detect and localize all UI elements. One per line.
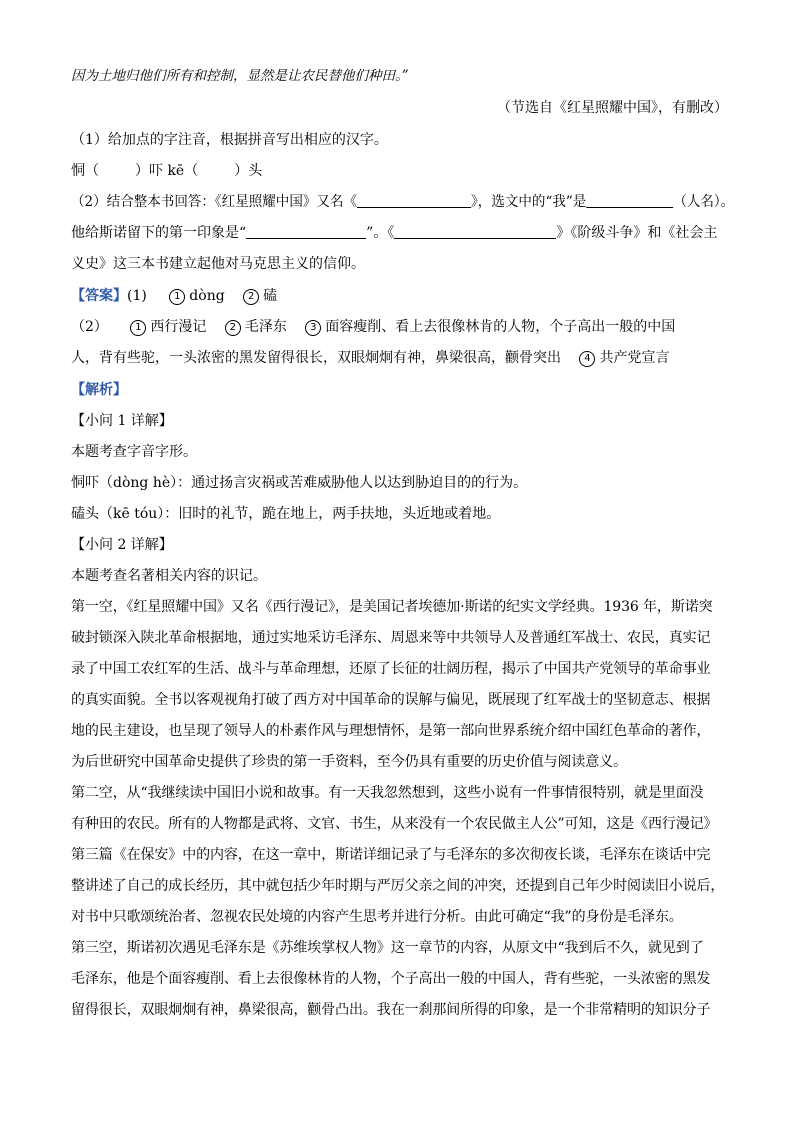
- answer-line-1: 【答案】(1) 1 dòng 2 磕: [71, 288, 278, 304]
- sub2-line: 第一空，《红星照耀中国》又名《西行漫记》，是美国记者埃德加·斯诺的纪实文学经典。1936 年，斯诺突: [71, 599, 713, 615]
- sub2-line: 地的民主建设，也呈现了领导人的朴素作风与理想情怀，是第一部向世界系统介绍中国红色革命的著作，: [71, 723, 711, 739]
- sub1-line: 恫吓（dòng hè）：通过扬言灾祸或苦难威胁他人以达到胁迫目的的行为。: [71, 475, 528, 491]
- answer-heading: 【答案】: [71, 288, 127, 304]
- sub2-heading: 【小问 2 详解】: [71, 537, 173, 553]
- sub2-line: 破封锁深入陕北革命根据地，通过实地采访毛泽东、周恩来等中共领导人及普通红军战士、农民，真实记: [71, 630, 711, 646]
- answer-line-3: 人，背有些驼，一头浓密的黑发留得很长，双眼炯炯有神，鼻梁很高，颧骨突出 4 共产党宣言: [71, 350, 670, 366]
- answer-2-1: 西行漫记: [150, 319, 207, 335]
- question-2-line1: （2）结合整本书回答：《红星照耀中国》又名《 》，选文中的“我”是 （人名）。: [71, 194, 735, 210]
- sub2-line: 录了中国工农红军的生活、战斗与革命理想，还原了长征的壮阔历程，揭示了中国共产党领导的革命事业: [71, 661, 711, 677]
- answer-1-2: 磕: [263, 288, 278, 304]
- sub2-line: 本题考查名著相关内容的识记。: [71, 568, 267, 584]
- answer-2-4: 共产党宣言: [599, 350, 670, 366]
- sub2-line: 的真实面貌。全书以客观视角打破了西方对中国革命的误解与偏见，既展现了红军战士的坚韧意志、根据: [71, 692, 711, 708]
- q1-word2: ）吓 kē（: [135, 163, 199, 179]
- answer-1-1: dòng: [189, 288, 225, 304]
- q1-word1: 恫（: [71, 163, 99, 179]
- sub2-line: 第三篇《在保安》中的内容，在这一章中，斯诺详细记录了与毛泽东的多次彻夜长谈，毛泽东在谈话中完: [71, 847, 711, 863]
- sub2-line: 为后世研究中国革命史提供了珍贵的第一手资料，至今仍具有重要的历史价值与阅读意义。: [71, 754, 627, 770]
- sub1-line: 磕头（kē tóu）：旧时的礼节，跪在地上，两手扶地，头近地或着地。: [71, 506, 501, 522]
- blank-first-impression[interactable]: [246, 223, 366, 239]
- sub1-heading: 【小问 1 详解】: [71, 413, 173, 429]
- q1-word2-end: ）头: [234, 163, 263, 179]
- sub2-line: 第三空，斯诺初次遇见毛泽东是《苏维埃掌权人物》这一章节的内容，从原文中“我到后不久，就见到了: [71, 940, 704, 956]
- answer-2-2: 毛泽东: [244, 319, 287, 335]
- blank-person-name[interactable]: [586, 192, 673, 208]
- sub2-line: 整讲述了自己的成长经历，其中就包括少年时期与严厉父亲之间的冲突，还提到自己年少时阅读旧小说后，: [71, 878, 725, 894]
- blank-book-title[interactable]: [394, 223, 556, 239]
- analysis-heading: 【解析】: [71, 382, 127, 398]
- question-2-line2: 他给斯诺留下的第一印象是“ ”。《 》《阶级斗争》和《社会主: [71, 225, 718, 241]
- answer-num-2: 2: [243, 289, 259, 305]
- quote-end-line: 因为土地归他们所有和控制，显然是让农民替他们种田。”: [71, 68, 409, 84]
- sub1-line: 本题考查字音字形。: [71, 444, 197, 460]
- blank-alt-title[interactable]: [357, 192, 471, 208]
- sub2-line: 第二空，从“我继续读中国旧小说和故事。有一天我忽然想到，这些小说有一件事情很特别，就是里面没: [71, 785, 704, 801]
- sub2-line: 对书中只歌颂统治者、忽视农民处境的内容产生思考并进行分析。由此可确定“我”的身份是毛泽东。: [71, 909, 683, 925]
- sub2-line: 留得很长，双眼炯炯有神，鼻梁很高，颧骨凸出。我在一刹那间所得的印象，是一个非常精明的知识分子: [71, 1002, 711, 1018]
- answer-2-3: 面容瘦削、看上去很像林肯的人物，个子高出一般的中国: [325, 319, 676, 335]
- answer-line-2: （2） 1 西行漫记 2 毛泽东 3 面容瘦削、看上去很像林肯的人物，个子高出一般的中国: [71, 319, 676, 335]
- sub2-line: 毛泽东，他是个面容瘦削、看上去很像林肯的人物，个子高出一般的中国人，背有些驼，一头浓密的黑发: [71, 971, 711, 987]
- question-2-line3: 义史》这三本书建立起他对马克思主义的信仰。: [71, 256, 365, 272]
- answer-num-1: 1: [169, 289, 185, 305]
- question-1-words: [71, 161, 262, 181]
- source-note: （节选自《红星照耀中国》，有删改）: [497, 100, 728, 116]
- sub2-line: 有种田的农民。所有的人物都是武将、文官、书生，从来没有一个农民做主人公”可知，这是《西行漫记》: [71, 816, 718, 832]
- question-1-prompt: （1）给加点的字注音，根据拼音写出相应的汉字。: [71, 132, 388, 148]
